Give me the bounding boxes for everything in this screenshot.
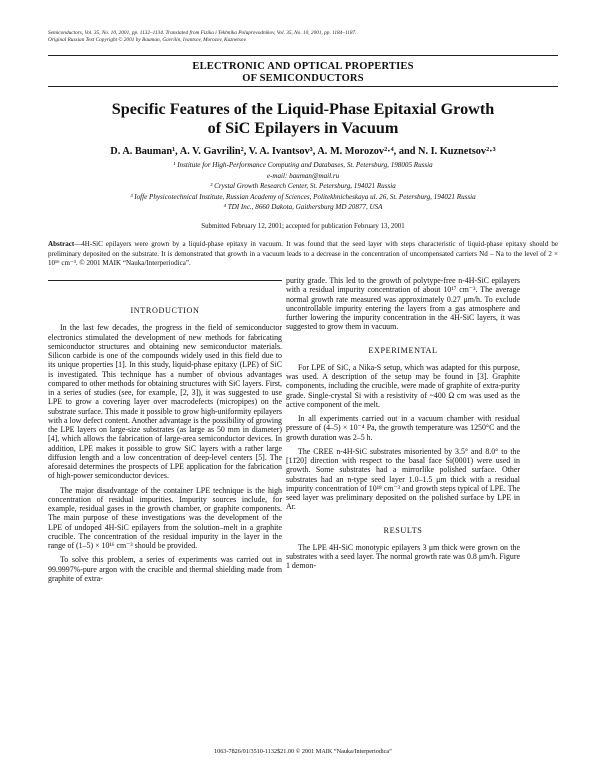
- affiliations: [48, 160, 558, 213]
- introduction-heading: INTRODUCTION: [130, 306, 200, 315]
- section-banner-line-1: ELECTRONIC AND OPTICAL PROPERTIES: [192, 61, 414, 72]
- abstract-rule: [48, 280, 282, 281]
- intro-paragraph-2: The major disadvantage of the container LPE technique is the high concentration of residual impurities. Impurity sources include, for example, residual gases in the growth chamber, or graphite components. The main purpose of these investigations was the development of the LPE of undoped 4H-SiC epilayers from the solution–melt in a graphite crucible. The concentration of the residual impurity in the layer in the range of (1–5) × 10¹⁶ cm⁻³ should be provided.: [48, 485, 282, 550]
- experimental-paragraph-2: In all experiments carried out in a vacuum chamber with residual pressure of (4–5) × 10⁻⁴ Pa, the growth temperature was 1250°C and the growth duration was 2–5 h.: [286, 414, 520, 442]
- affiliation-1: ¹ Institute for High-Performance Computing and Databases, St. Petersburg, 198005 Russia: [173, 161, 433, 169]
- author-email: e-mail: bauman@mail.ru: [266, 171, 340, 180]
- results-paragraph-1: The LPE 4H-SiC monotypic epilayers 3 μm thick were grown on the substrates with a seed layer. The normal growth rate was 0.8 μm/h. Figure 1 demon-: [286, 542, 520, 571]
- author-list: D. A. Bauman¹, A. V. Gavrilin², V. A. Ivantsov³, A. M. Morozov²·⁴, and N. I. Kuznetsov²·³: [110, 146, 496, 157]
- affiliation-2: ² Crystal Growth Research Center, St. Petersburg, 194021 Russia: [210, 182, 396, 190]
- affiliation-4: ⁴ TDI Inc., 8660 Dakota, Gaithersburg MD 20877, USA: [223, 203, 383, 211]
- experimental-heading: EXPERIMENTAL: [368, 345, 438, 355]
- affiliation-3: ³ Ioffe Physicotechnical Institute, Russian Academy of Sciences, Politekhnicheskaya ul. 26, St. Petersburg, 194021 Russia: [130, 192, 476, 201]
- copyright-line: Original Russian Text Copyright © 2001 by Bauman, Gavrilin, Ivantsov, Morozov, Kuznetsov.: [48, 37, 247, 43]
- abstract-label: Abstract: [48, 240, 75, 248]
- top-rule: [48, 55, 558, 56]
- abstract: [48, 240, 558, 269]
- abstract-text: —4H-SiC epilayers were grown by a liquid-phase epitaxy in vacuum. It was found that the seed layer with steps characteristic of liquid-phase epitaxy should be preliminary deposited on the substrate. It is demonstrated that growth in a vacuum leads to a decrease in the concentration of uncompensated carriers Nd – Na to the level of 2 × 10¹⁶ cm⁻³. © 2001 MAIK “Nauka/Interperiodica”.: [48, 240, 558, 267]
- submission-dates: Submitted February 12, 2001; accepted for publication February 13, 2001: [201, 223, 405, 230]
- article-title-line-2: of SiC Epilayers in Vacuum: [207, 119, 399, 137]
- article-title-line-1: Specific Features of the Liquid-Phase Epitaxial Growth: [111, 100, 495, 118]
- journal-header: [48, 30, 558, 44]
- page-footer: 1063-7826/01/3510-1132$21.00 © 2001 MAIK “Nauka/Interperiodica”: [214, 748, 392, 755]
- journal-citation: Semiconductors, Vol. 35, No. 10, 2001, pp. 1132–1134. Translated from Fizika i Tekhnika Poluprovodnikov, Vol. 35, No. 10, 2001, pp. 1184–1187.: [48, 30, 357, 36]
- article-title: [48, 100, 558, 138]
- section-banner-line-2: OF SEMICONDUCTORS: [242, 72, 364, 84]
- section-rule: [48, 86, 558, 87]
- intro-continuation: purity grade. This led to the growth of polytype-free n-4H-SiC epilayers with a residual impurity concentration of about 10¹⁷ cm⁻³. The average normal growth rate measured was approximately 0.27 μm/h. To exclude uncontrollable impurity entering the layers from a gas atmosphere and further lowering the impurity concentration in the 4H-SiC layers, it was suggested to grow them in vacuum.: [286, 276, 520, 332]
- right-column: [286, 276, 520, 576]
- experimental-paragraph-3: The CREE n-4H-SiC substrates misoriented by 3.5° and 8.0° to the [11̄20] direction with respect to the basal face Si(0001) were used in growth. Some substrates had a mirrorlike polished surface. Other substrates had an n-type seed layer 1.0–1.5 μm thick with a residual impurity concentration of 10¹⁸ cm⁻³ and growth steps typical of LPE. The seed layer was preliminary deposited on the polished surface by LPE in Ar.: [286, 446, 520, 512]
- intro-paragraph-3: To solve this problem, a series of experiments was carried out in 99.9997%-pure argon with the crucible and thermal shielding made from graphite of extra-: [48, 555, 282, 583]
- experimental-paragraph-1: For LPE of SiC, a Nika-S setup, which was adapted for this purpose, was used. A description of the setup may be found in [3]. Graphite components, including the crucible, were made of graphite of extra-purity grade. Single-crystal Si with a resistivity of ~400 Ω cm was used as the active component of the melt.: [286, 362, 520, 409]
- left-column: [48, 306, 282, 588]
- intro-paragraph-1: In the last few decades, the progress in the field of semiconductor electronics stimulated the development of new methods for fabricating semiconductor structures and obtaining new semiconductor materials. Silicon carbide is one of the compounds widely used in this field due to its unique properties [1]. In this study, liquid-phase epitaxy (LPE) of SiC is investigated. This technique has a number of obvious advantages compared to other methods for obtaining structures with SiC layers. First, in a series of studies (see, for example, [2, 3]), it was suggested to use LPE to grow a covering layer over macrodefects (micropipes) on the substrate surface. This made it possible to grow high-uniformity epilayers with a low defect content. Another advantage is the possibility of growing the LPE layers on large-size substrates (as large as 50 mm in diameter) [4], which allows the fabrication of large-area semiconductor devices. In addition, LPE makes it possible to grow SiC layers with a rather large diffusion length and a low concentration of deep-level centers [5]. The aforesaid determines the prospects of LPE application for the fabrication of high-power semiconductor devices.: [48, 323, 282, 481]
- results-heading: RESULTS: [383, 525, 423, 535]
- section-banner: [48, 61, 558, 84]
